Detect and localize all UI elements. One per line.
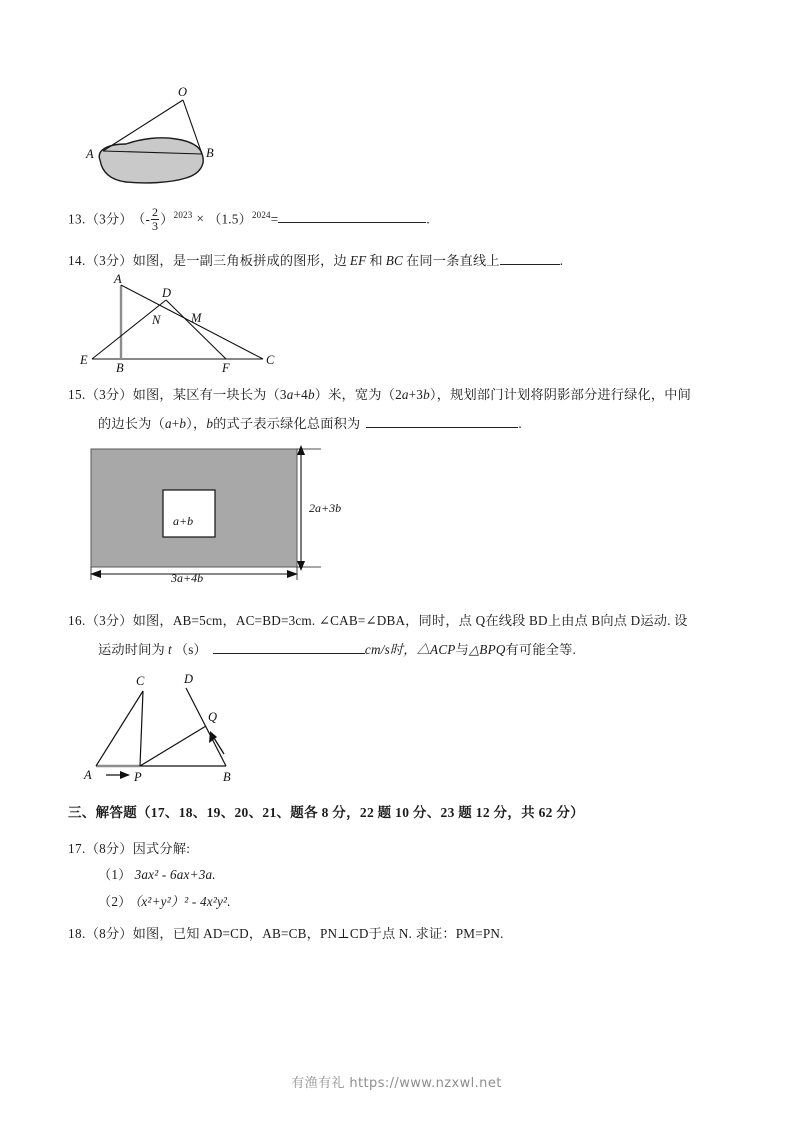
question-17 xyxy=(68,840,190,858)
q16-unit-cms: cm/s时， xyxy=(364,642,417,657)
q16-score: （3分） xyxy=(85,613,133,628)
q17-item2-expression: （x²+y²）² - 4x²y². xyxy=(134,894,231,909)
q14-text-b: 和 xyxy=(369,253,383,268)
q15-var-a3: a xyxy=(164,416,172,431)
q13-base-2: （1.5） xyxy=(208,211,252,227)
q15-line1-c: ）米，宽为（2 xyxy=(314,387,402,402)
label-M: M xyxy=(191,311,202,325)
label-A: A xyxy=(84,768,92,782)
label-B: B xyxy=(206,146,214,160)
q13-answer-blank[interactable] xyxy=(278,209,426,223)
label-C: C xyxy=(136,674,145,688)
question-16-line2 xyxy=(98,640,576,659)
q15-line1-d: +3 xyxy=(408,387,424,402)
inner-square-label: a+b xyxy=(173,514,194,528)
label-E: E xyxy=(80,353,88,367)
q16-number: 16. xyxy=(68,613,86,628)
q14-segment-ef: EF xyxy=(349,253,367,268)
label-C: C xyxy=(266,353,275,367)
q15-line2-e: 的式子表示绿化总面积为 xyxy=(213,416,361,431)
height-dimension-label: 2a+3b xyxy=(309,501,342,515)
width-dimension-label: 3a+4b xyxy=(171,571,204,583)
q15-var-b2: b xyxy=(423,387,430,402)
q18-number: 18. xyxy=(68,926,86,941)
q13-open-paren: （ xyxy=(138,211,146,227)
q17-prompt: 因式分解: xyxy=(132,841,191,856)
q15-var-b4: b xyxy=(206,416,214,431)
question-13 xyxy=(68,206,430,233)
q13-close-paren: ） xyxy=(160,211,174,227)
label-N: N xyxy=(152,313,161,327)
q15-line2-a: 的边长为（ xyxy=(98,416,165,431)
q16-line2-mid: 与 xyxy=(455,642,469,657)
label-A: A xyxy=(114,273,122,286)
q14-answer-blank[interactable] xyxy=(500,251,560,265)
q15-line1-a: 如图，某区有一块长为（3 xyxy=(132,387,287,402)
q13-fraction xyxy=(151,206,159,232)
q13-period: . xyxy=(426,211,430,227)
q16-triangle-acp: △ACP xyxy=(416,642,456,657)
q18-text: 如图，已知 AD=CD，AB=CB，PN⊥CD于点 N. 求证：PM=PN. xyxy=(132,926,504,941)
label-B: B xyxy=(116,361,124,373)
question-17-item-2 xyxy=(98,893,231,911)
q16-line2-end: 有可能全等. xyxy=(505,642,576,657)
question-15-line2 xyxy=(98,414,522,433)
q18-score: （8分） xyxy=(85,926,133,941)
q14-segment-bc: BC xyxy=(385,253,404,268)
label-F: F xyxy=(222,361,230,373)
q15-var-b1: b xyxy=(307,387,315,402)
q13-times: × xyxy=(196,211,205,227)
label-Q: Q xyxy=(208,710,218,724)
shaded-region xyxy=(99,138,203,183)
label-D: D xyxy=(184,672,194,686)
question-17-item-1 xyxy=(98,866,216,884)
q13-number: 13. xyxy=(68,211,86,227)
q15-line1-e: ），规划部门计划将阴影部分进行绿化，中间 xyxy=(429,387,692,402)
q13-minus: - xyxy=(145,211,151,227)
q14-text-c: 在同一条直线上 xyxy=(406,253,500,268)
figure-q16-triangles xyxy=(78,668,258,788)
q16-line1-text: 如图，AB=5cm，AC=BD=3cm. ∠CAB=∠DBA，同时，点 Q在线段 BD上由点 B向点 D运动. 设 xyxy=(132,613,688,628)
q13-score: （3分） xyxy=(85,211,133,227)
figure-q14-triangles xyxy=(78,273,278,373)
q13-frac-numerator: 2 xyxy=(152,205,159,220)
q17-number: 17. xyxy=(68,841,86,856)
q17-score: （8分） xyxy=(85,841,133,856)
label-P: P xyxy=(134,770,142,784)
q16-line2-a: 运动时间为 xyxy=(98,642,165,657)
q13-exponent-2: 2024 xyxy=(251,210,271,220)
q15-line2-b: + xyxy=(171,416,180,431)
q17-item2-label: （2） xyxy=(98,894,132,909)
q15-line2-c: ）， xyxy=(186,416,207,431)
q14-text-a: 如图，是一副三角板拼成的图形，边 xyxy=(132,253,347,268)
figure-top-region xyxy=(78,84,248,194)
q16-answer-blank[interactable] xyxy=(213,640,365,654)
q14-number: 14. xyxy=(68,253,86,268)
question-16-line1 xyxy=(68,612,688,630)
q13-equals: = xyxy=(270,211,279,227)
q16-triangle-bpq: △BPQ xyxy=(468,642,506,657)
label-D: D xyxy=(162,286,172,300)
q15-var-b3: b xyxy=(179,416,187,431)
label-B: B xyxy=(223,770,231,784)
label-O: O xyxy=(178,85,188,99)
q14-score: （3分） xyxy=(85,253,133,268)
question-15-line1 xyxy=(68,386,691,404)
q13-exponent-1: 2023 xyxy=(173,210,193,220)
question-18 xyxy=(68,925,504,943)
section-3-heading: 三、解答题（17、18、19、20、21、题各 8 分，22 题 10 分、23 题 12 分，共 62 分） xyxy=(68,805,584,820)
q15-var-a2: a xyxy=(401,387,409,402)
q16-unit-s: （s） xyxy=(174,642,207,657)
q16-var-t: t xyxy=(167,642,172,657)
q15-score: （3分） xyxy=(85,387,133,402)
q15-number: 15. xyxy=(68,387,86,402)
q17-item1-expression: 3ax² - 6ax+3a. xyxy=(134,867,216,882)
figure-q15-rectangle xyxy=(85,443,375,583)
q13-frac-denominator: 3 xyxy=(152,218,159,233)
footer-watermark: 有渔有礼 https://www.nzxwl.net xyxy=(291,1076,502,1091)
question-14 xyxy=(68,251,563,270)
q15-var-a1: a xyxy=(286,387,294,402)
q15-answer-blank[interactable] xyxy=(366,414,518,428)
q15-line1-b: +4 xyxy=(293,387,308,402)
q15-period: . xyxy=(518,416,522,431)
q14-period: . xyxy=(559,253,564,268)
q17-item1-label: （1） xyxy=(98,867,132,882)
label-A: A xyxy=(86,147,94,161)
